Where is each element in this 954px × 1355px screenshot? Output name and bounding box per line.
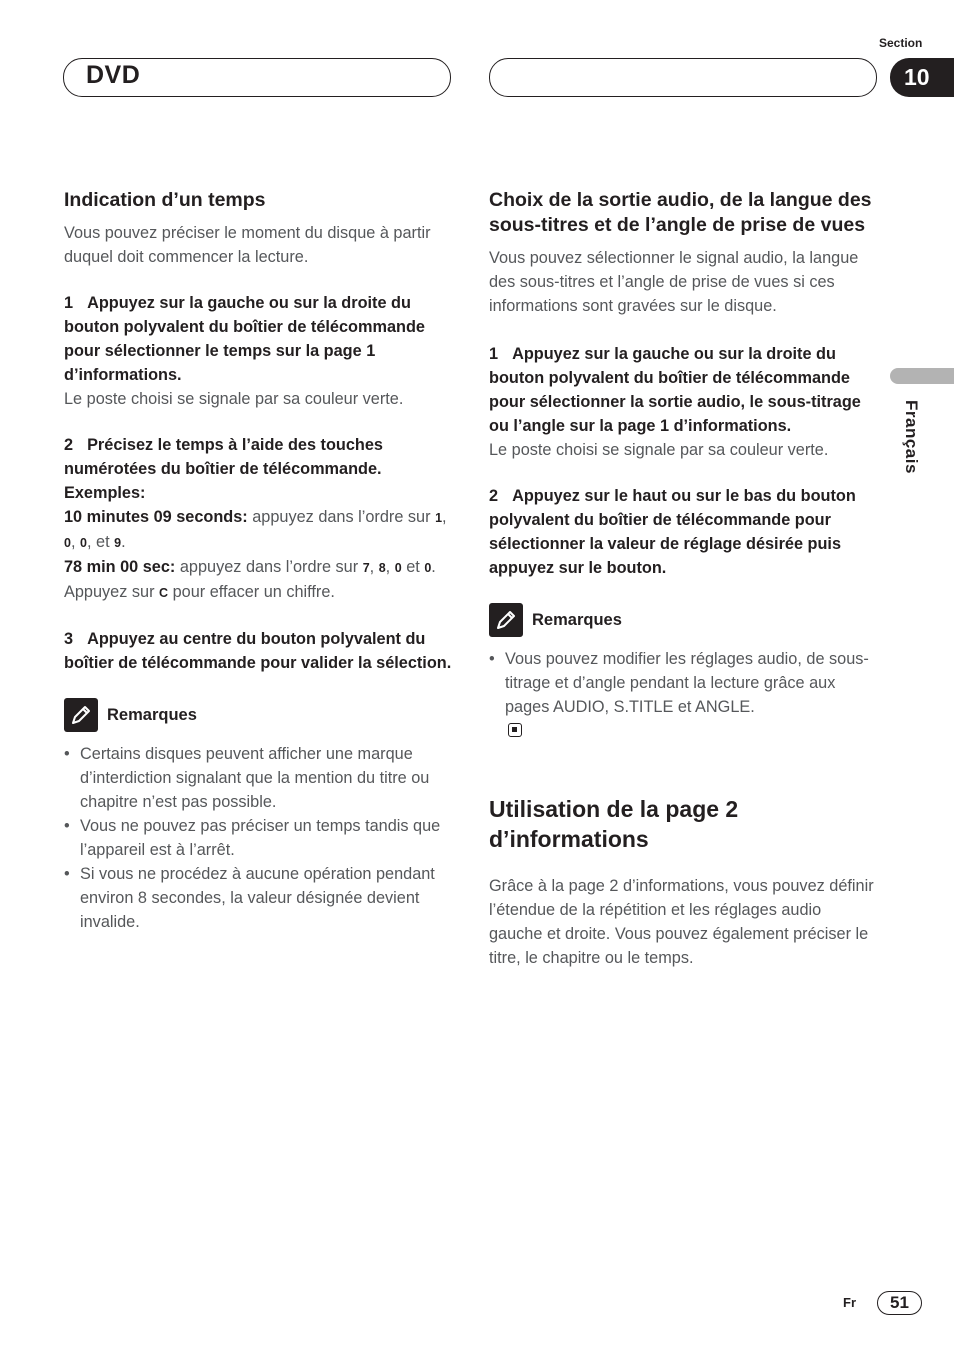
key-c: C — [159, 586, 169, 600]
step-text: Précisez le temps à l’aide des touches numérotées du boîtier de télécommande. — [64, 436, 383, 478]
key-0: 0 — [64, 536, 71, 550]
left-step-1 — [64, 291, 452, 387]
list-item: • Vous pouvez modifier les réglages audio, de sous-titrage et d’angle pendant la lecture grâce aux pages AUDIO, S.TITLE et ANGLE. — [489, 647, 877, 719]
stop-icon — [508, 723, 522, 737]
step-text: Appuyez sur la gauche ou sur la droite du bouton polyvalent du boîtier de télécommande pour sélectionner la sortie audio, le sous-titrage ou l’angle sur la page 1 d’informations. — [489, 345, 861, 435]
examples-label: Exemples: — [64, 484, 146, 502]
section-label: Section — [879, 36, 923, 50]
example-1-label: 10 minutes 09 seconds: — [64, 508, 248, 526]
clear-post: pour effacer un chiffre. — [172, 583, 335, 601]
example-1-and: et — [96, 533, 110, 551]
example-2: 78 min 00 sec: appuyez dans l’ordre sur 7, 8, 0 et 0. — [64, 558, 436, 576]
step-text: Appuyez au centre du bouton polyvalent du boîtier de télécommande pour valider la sélection. — [64, 630, 452, 672]
page-number: 51 — [877, 1291, 922, 1315]
key-7: 7 — [362, 561, 370, 575]
section-text: Grâce à la page 2 d’informations, vous pouvez définir l’étendue de la répétition et les réglages audio gauche et droite. Vous pouvez également préciser le titre, le chapitre ou le temps. — [489, 877, 874, 967]
key-0: 0 — [424, 561, 432, 575]
key-0: 0 — [394, 561, 402, 575]
footer-language: Fr — [843, 1295, 856, 1310]
example-2-and: et — [406, 558, 420, 576]
list-item: • Si vous ne procédez à aucune opération pendant environ 8 secondes, la valeur désignée devient invalide. — [64, 862, 452, 934]
key-0: 0 — [80, 536, 87, 550]
example-1-text: appuyez dans l’ordre sur — [252, 508, 431, 526]
example-1: 10 minutes 09 seconds: appuyez dans l’ordre sur 1, 0, 0, et 9. — [64, 508, 447, 551]
left-heading: Indication d’un temps — [64, 189, 266, 211]
section-number: 10 — [890, 58, 954, 97]
remarks-label: Remarques — [107, 706, 197, 724]
right-step-2 — [489, 484, 877, 580]
header-right-frame — [489, 58, 877, 97]
step-text: Appuyez sur le haut ou sur le bas du bouton polyvalent du boîtier de télécommande pour sélectionner la valeur de réglage désirée puis appuyez sur le bouton. — [489, 487, 856, 577]
right-step-1 — [489, 342, 877, 438]
language-tab-marker — [890, 368, 954, 384]
section-heading: Utilisation de la page 2 d’informations — [489, 796, 739, 852]
key-1: 1 — [435, 511, 443, 525]
key-8: 8 — [378, 561, 386, 575]
language-label: Français — [902, 400, 921, 474]
right-remarks-list — [489, 647, 877, 719]
step-number: 2 — [64, 436, 74, 454]
note-pen-icon — [489, 603, 523, 637]
step-number: 2 — [489, 487, 499, 505]
remarks-label: Remarques — [532, 611, 622, 629]
clear-pre: Appuyez sur — [64, 583, 155, 601]
step-number: 3 — [64, 630, 74, 648]
note-pen-icon — [64, 698, 98, 732]
right-heading: Choix de la sortie audio, de la langue des sous-titres et de l’angle de prise de vues — [489, 189, 872, 236]
header-left-frame — [63, 58, 451, 97]
right-remarks-header — [489, 603, 877, 637]
step-number: 1 — [64, 294, 74, 312]
example-2-label: 78 min 00 sec: — [64, 558, 176, 576]
right-step-1-note: Le poste choisi se signale par sa couleur verte. — [489, 441, 829, 459]
header-title: DVD — [86, 61, 141, 89]
list-item: • Certains disques peuvent afficher une marque d’interdiction signalant que la mention du titre ou chapitre n’est pas possible. — [64, 742, 452, 814]
list-item: • Vous ne pouvez pas préciser un temps tandis que l’appareil est à l’arrêt. — [64, 814, 452, 862]
left-intro: Vous pouvez préciser le moment du disque à partir duquel doit commencer la lecture. — [64, 224, 431, 266]
left-step-3 — [64, 627, 452, 675]
step-text: Appuyez sur la gauche ou sur la droite du bouton polyvalent du boîtier de télécommande pour sélectionner le temps sur la page 1 d’informations. — [64, 294, 425, 384]
left-step-1-note: Le poste choisi se signale par sa couleur verte. — [64, 390, 404, 408]
right-column — [489, 188, 877, 970]
key-9: 9 — [114, 536, 122, 550]
left-step-2 — [64, 433, 452, 481]
end-marker — [489, 719, 877, 744]
example-2-text: appuyez dans l’ordre sur — [179, 558, 359, 576]
step-number: 1 — [489, 345, 499, 363]
left-remarks-header — [64, 698, 452, 732]
right-intro: Vous pouvez sélectionner le signal audio, la langue des sous-titres et l’angle de prise de vues si ces informations sont gravées sur le disque. — [489, 249, 859, 315]
clear-instruction — [64, 580, 452, 605]
left-remarks-list — [64, 742, 452, 934]
left-column — [64, 188, 452, 934]
